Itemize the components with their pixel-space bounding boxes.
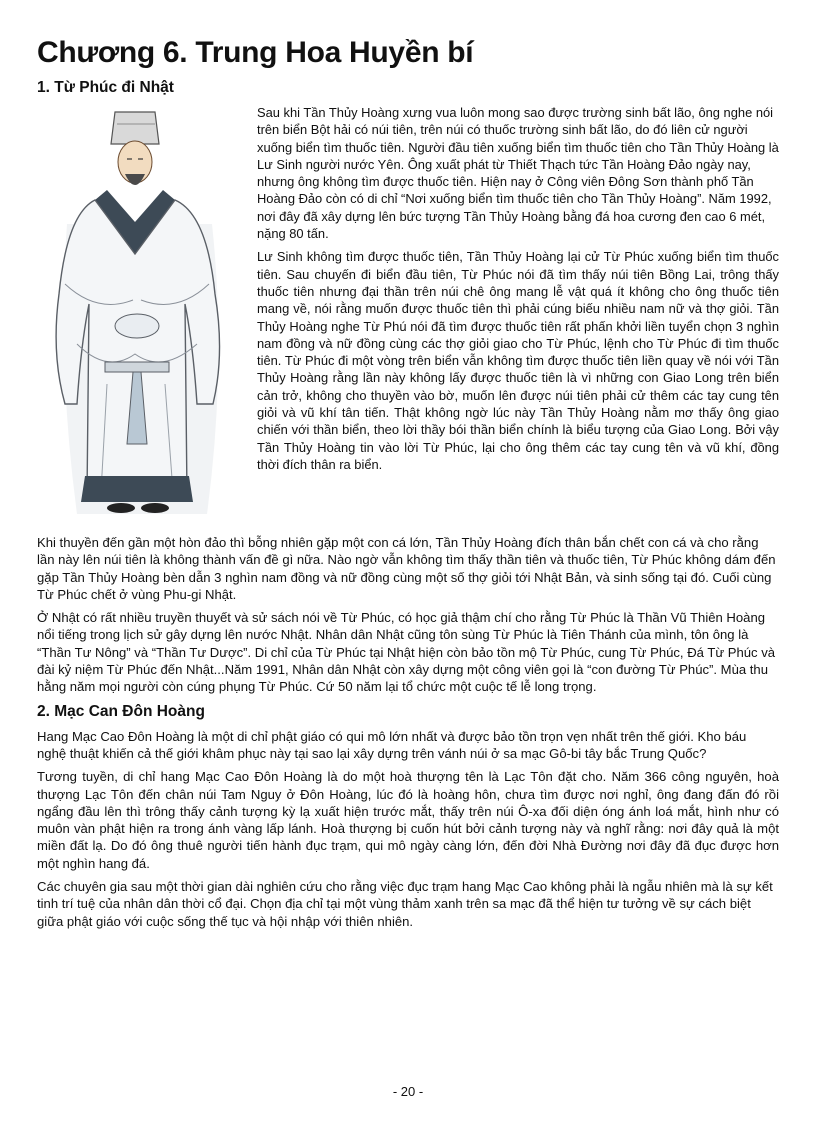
scholar-figure-drawing bbox=[37, 104, 241, 534]
portrait-illustration bbox=[37, 104, 241, 534]
page-number: - 20 - bbox=[392, 1084, 424, 1099]
paragraph: Hang Mạc Cao Đôn Hoàng là một di chỉ phật giáo có qui mô lớn nhất và được bảo tồn trọn vẹn nhất trên thế giới. Kho báu nghệ thuật khiến cả thế giới khâm phục này tại sao lại xây dựng trên vánh núi ở sa mạc Gô-bi tây bắc Trung Quốc? bbox=[37, 728, 747, 761]
section-1-top-block bbox=[37, 104, 779, 534]
document-page bbox=[37, 34, 779, 936]
section-1-heading: 1. Từ Phúc đi Nhật bbox=[37, 79, 174, 96]
chapter-title: Chương 6. Trung Hoa Huyền bí bbox=[37, 36, 474, 69]
section-1-body bbox=[37, 534, 779, 696]
paragraph: Sau khi Tần Thủy Hoàng xưng vua luôn mong sao được trường sinh bất lão, ông nghe nói trên biển Bột hải có núi tiên, trên núi có thuốc trường sinh bất lão, do đó liên cử người xuống biển tìm thuốc tiên. Người đầu tiên xuống biển tìm thuốc tiên cho Tần Thủy Hoàng là Lư Sinh người nước Yên. Ông xuất phát từ Thiết Thạch tức Tần Hoàng Đảo ngày nay, nhưng ông không tìm được thuốc tiên. Hiện nay ở Công viên Đông Sơn thành phố Tần Hoàng Đảo còn có di chỉ “Nơi xuống biển tìm thuốc tiên cho Tần Thủy Hoàng”. Năm 1992, nơi đây đã xây dựng lên bức tượng Tần Thủy Hoàng bằng đá hoa cương đen cao 6 mét, nặng 80 tấn. bbox=[257, 105, 779, 242]
paragraph: Tương tuyền, di chỉ hang Mạc Cao Đôn Hoàng là do một hoà thượng tên là Lạc Tôn đặt cho. Năm 366 công nguyên, hoà thượng Lạc Tôn đến chân núi Tam Nguy ở Đôn Hoàng, lúc đó là hoàng hôn, chưa tìm được nơi nghỉ, ông đang đấn đó rồi ngẩng đầu lên thì trông thấy cảnh tượng kỳ lạ xuất hiện trước mắt, thấy trên núi Ô-xa đối diện óng ánh loá mắt, hình như có muôn vàn phật hiện ra trong ánh vàng lấp lánh. Hoà thượng bị cuốn hút bởi cảnh tượng này và nghĩ rằng: nơi đây quả là một miền đất lạ. Do đó ông thuê người tiến hành đục trạm, qui mô ngày càng lớn, đến đời Nhà Đường nơi đây đã đục được hơn một nghìn hang đá. bbox=[37, 769, 779, 871]
paragraph: Các chuyên gia sau một thời gian dài nghiên cứu cho rằng việc đục trạm hang Mạc Cao không phải là ngẫu nhiên mà là sự kết tinh trí tuệ của nhân dân thời cổ đại. Chọn địa chỉ tại một vùng thảm xanh trên sa mạc đã thể hiện tư tưởng về sự cách biệt giữa phật giáo với cuộc sống thế tục và hội nhập với thiên nhiên. bbox=[37, 879, 773, 929]
paragraph: Ở Nhật có rất nhiều truyền thuyết và sử sách nói về Từ Phúc, có học giả thậm chí cho rằng Từ Phúc là Thần Vũ Thiên Hoàng nổi tiếng trong lịch sử gây dựng lên nước Nhật. Nhân dân Nhật cũng tôn sùng Từ Phúc là Tiên Thánh của mình, tôn ông là “Thần Tư Nông” và “Thần Tư Dược”. Di chỉ của Từ Phúc tại Nhật hiện còn bảo tồn mộ Từ Phúc, cung Từ Phúc, Đá Từ Phúc và đài kỷ niệm Từ Phúc đến Nhật...Năm 1991, Nhân dân Nhật còn xây dựng một công viên gọi là “con đường Từ Phúc”. Mùa thu hằng năm mọi người còn cúng phụng Từ Phúc. Cứ 50 năm lại tổ chức một cuộc tế lễ long trọng. bbox=[37, 610, 776, 695]
paragraph: Khi thuyền đến gần một hòn đảo thì bỗng nhiên gặp một con cá lớn, Tần Thủy Hoàng đích thân bắn chết con cá và cho rằng lần này lên núi tiên là không thành vấn đề gì nữa. Nào ngờ vẫn không tìm thấy thần tiên và thuốc tiên, Từ Phúc không dám đến gặp Tần Thủy Hoàng bèn dẫn 3 nghìn nam đồng và nữ đồng cùng một số thợ giỏi tới Nhật Bản, và sinh sống tại đó. Cuối cùng Từ Phúc chết ở vùng Phu-gi Nhật. bbox=[37, 535, 776, 602]
paragraph: Lư Sinh không tìm được thuốc tiên, Tần Thủy Hoàng lại cử Từ Phúc xuống biển tìm thuốc tiên. Sau chuyến đi biển đầu tiên, Từ Phúc nói đã tìm thấy núi tiên Bồng Lai, trông thấy thuốc tiên nhưng đại thần trên núi chê ông mang lễ vật quá ít không cho ông thuốc tiên mang về, nói rằng muốn được thuốc tiên thì phải cúng biếu nhiều nam nữ và thợ giỏi. Tần Thủy Hoàng nghe Từ Phú nói đã tìm được thuốc tiên rất phấn khởi liền tuyển chọn 3 nghìn nam đồng và nữ đồng cùng các thợ giỏi giao cho Từ Phúc, lệnh cho Từ Phúc đi tìm thuốc tiên. Từ Phúc đi một vòng trên biển vẫn không tìm được thuốc tiên liền quay về nói với Tần Thủy Hoàng rằng lần này không lấy được thuốc tiên là vì những con Giao Long trên biển cản trở, không cho thuyền vào bờ, muốn lên được núi tiên phải cử thêm các tay cung tên giỏi và vũ khí tân tiến. Thật không ngờ lúc này Tần Thủy Hoàng nằm mơ thấy ông giao chiến với thần biển, theo lời thầy bói thần biển chính là biểu tượng của Giao Long. Bởi vậy Tần Thủy Hoàng tin vào lời Từ Phúc, lại cho ông thêm các tay cung tên và vũ khí, đồng thời đích thân ra biển. bbox=[257, 249, 779, 472]
section-2-heading: 2. Mạc Can Đôn Hoàng bbox=[37, 702, 205, 720]
side-text-column bbox=[257, 104, 779, 534]
section-2-body bbox=[37, 728, 779, 930]
